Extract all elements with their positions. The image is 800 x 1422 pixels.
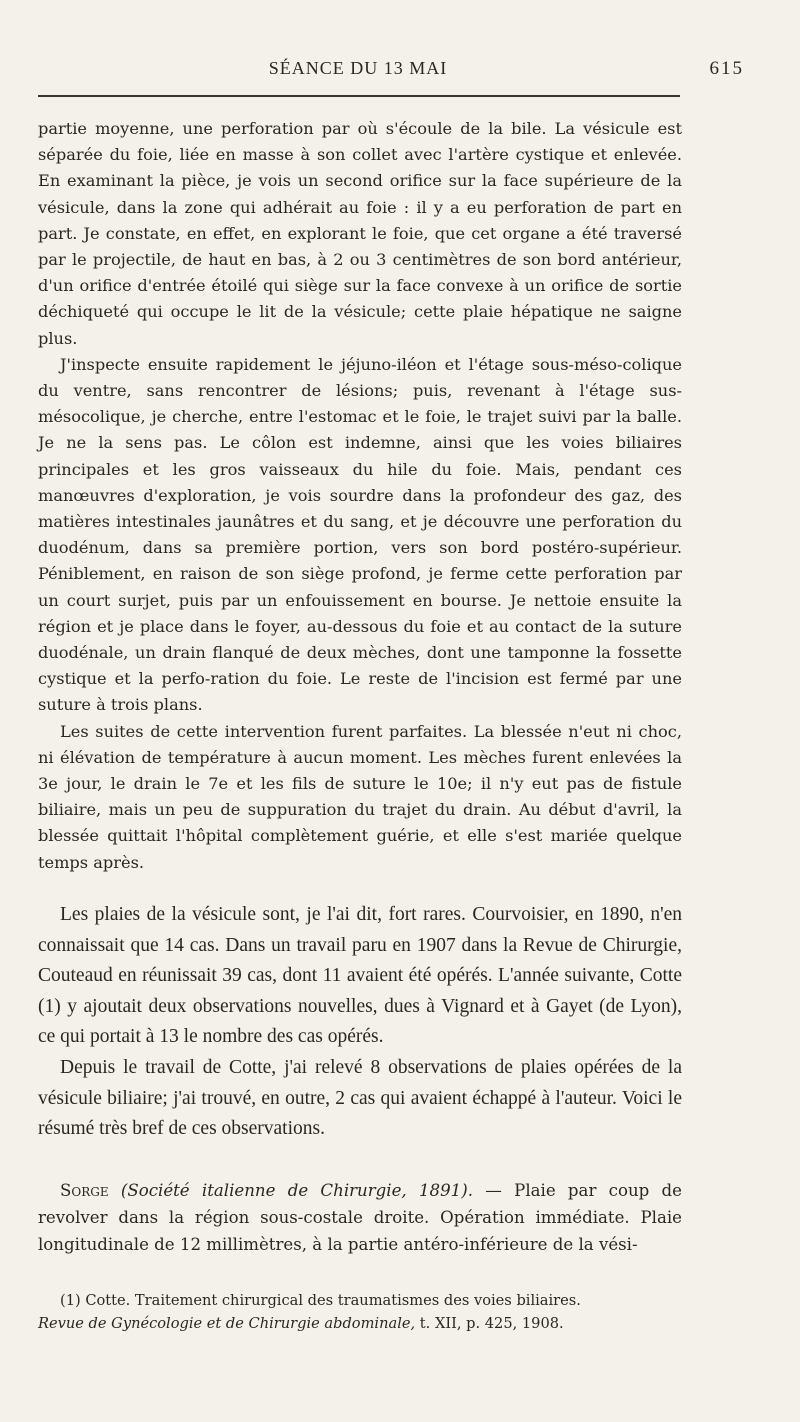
footnote-ref: t. XII, p. 425, 1908. [415,1315,564,1332]
footnote [38,1289,682,1335]
observation-author: Sorge [60,1181,109,1200]
paragraph: J'inspecte ensuite rapidement le jéjuno-iléon et l'étage sous-méso-colique du ventre, sans rencontrer de lésions; puis, revenant à l'étage sus-mésocolique, je cherche, entre l'estomac et le foie, le trajet suivi par la balle. Je ne la sens pas. Le côlon est indemne, ainsi que les voies biliaires principales et les gros vaisseaux du hile du foie. Mais, pendant ces manœuvres d'exploration, je vois sourdre dans la profondeur des gaz, des matières intestinales jaunâtres et du sang, et je découvre une perforation du duodénum, dans sa première portion, vers son bord postéro-supérieur. Péniblement, en raison de son siège profond, je ferme cette perforation par un court surjet, puis par un enfouissement en bourse. Je nettoie ensuite la région et je place dans le foyer, au-dessous du foie et au contact de la suture duodénale, un drain flanqué de deux mèches, dont une tamponne la fossette cystique et la perfo-ration du foie. Le reste de l'incision est fermé par une suture à trois plans. [38,354,682,715]
case-report-text [38,116,682,876]
footnote-text: Cotte. Traitement chirurgical des traumatismes des voies biliaires. [80,1292,581,1309]
running-header [36,46,744,86]
discussion-text [38,900,682,1145]
observation-entry [38,1177,682,1258]
footnote-journal: Revue de Gynécologie et de Chirurgie abdominale, [38,1315,416,1332]
paragraph: Les plaies de la vésicule sont, je l'ai dit, fort rares. Courvoisier, en 1890, n'en connaissait que 14 cas. Dans un travail paru en 1907 dans la Revue de Chirurgie, Couteaud en réunissait 39 cas, dont 11 avaient été opérés. L'année suivante, Cotte (1) y ajoutait deux observations nouvelles, dues à Vignard et à Gayet (de Lyon), ce qui portait à 13 le nombre des cas opérés. [38,904,682,1048]
paragraph: Depuis le travail de Cotte, j'ai relevé 8 observations de plaies opérées de la vésicule biliaire; j'ai trouvé, en outre, 2 cas qui avaient échappé à l'auteur. Voici le résumé très bref de ces observations. [38,1056,682,1140]
header-rule [38,95,680,97]
observation-text: — Plaie par coup de revolver dans la région sous-costale droite. Opération immédiate. Plaie longitudinale de 12 millimètres, à la partie antéro-inférieure de la vési- [38,1181,682,1254]
paragraph: partie moyenne, une perforation par où s'écoule de la bile. La vésicule est séparée du foie, liée en masse à son collet avec l'artère cystique et enlevée. En examinant la pièce, je vois un second orifice sur la face supérieure de la vésicule, dans la zone qui adhérait au foie : il y a eu perforation de part en part. Je constate, en effet, en explorant le foie, que cet organe a été traversé par le projectile, de haut en bas, à 2 ou 3 centimètres de son bord antérieur, d'un orifice d'entrée étoilé qui siège sur la face convexe à un orifice de sortie déchiqueté qui occupe le lit de la vésicule; cette plaie hépatique ne saigne plus. [38,119,682,348]
observation-source: (Société italienne de Chirurgie, 1891). [120,1181,473,1200]
page-number: 615 [709,58,744,79]
footnote-marker: (1) [60,1292,81,1309]
page-title: SÉANCE DU 13 MAI [268,58,448,78]
paragraph: Les suites de cette intervention furent parfaites. La blessée n'eut ni choc, ni élévation de température à aucun moment. Les mèches furent enlevées la 3e jour, le drain le 7e et les fils de suture le 10e; il n'y eut pas de fistule biliaire, mais un peu de suppuration du trajet du drain. Au début d'avril, la blessée quittait l'hôpital complètement guérie, et elle s'est mariée quelque temps après. [38,721,682,872]
